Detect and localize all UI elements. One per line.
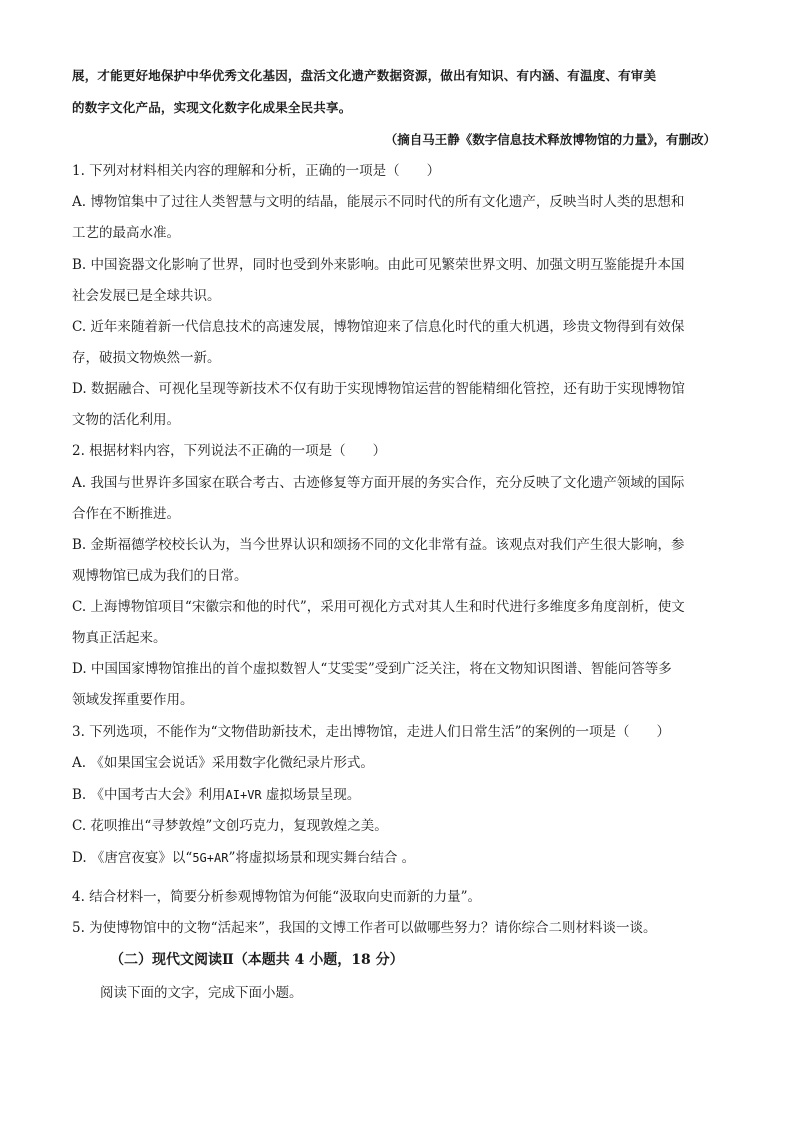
question-2-option-b-cont: 观博物馆已成为我们的日常。 xyxy=(72,568,248,584)
question-1-option-b: B. 中国瓷器文化影响了世界，同时也受到外来影响。由此可见繁荣世界文明、加强文明互鉴能提升本国 xyxy=(72,257,685,273)
question-2-option-a: A. 我国与世界许多国家在联合考古、古迹修复等方面开展的务实合作，充分反映了文化遗产领域的国际 xyxy=(72,475,685,491)
question-2-option-a-cont: 合作在不断推进。 xyxy=(72,506,180,522)
section-intro: 阅读下面的文字，完成下面小题。 xyxy=(100,985,303,1001)
question-2-option-c: C. 上海博物馆项目“宋徽宗和他的时代”，采用可视化方式对其人生和时代进行多维度多角度剖析，使文 xyxy=(72,599,685,615)
question-1-option-c-cont: 存，破损文物焕然一新。 xyxy=(72,350,221,366)
question-3-option-b xyxy=(72,785,722,805)
question-4: 4. 结合材料一，简要分析参观博物馆为何能“汲取向史而新的力量”。 xyxy=(72,889,481,905)
question-5: 5. 为使博物馆中的文物“活起来”，我国的文博工作者可以做哪些努力？请你综合二则材料谈一谈。 xyxy=(72,920,657,936)
question-2-stem: 2. 根据材料内容，下列说法不正确的一项是（ ） xyxy=(72,443,387,459)
question-1-option-a-cont: 工艺的最高水准。 xyxy=(72,225,180,241)
section-title: （二）现代文阅读Ⅱ（本题共 4 小题，18 分） xyxy=(110,952,404,968)
question-3-option-d-pre: D. 《唐宫夜宴》以“ xyxy=(72,850,193,866)
question-3-option-d-tech: 5G+AR xyxy=(192,851,229,865)
question-2-option-b: B. 金斯福德学校校长认为，当今世界认识和颂扬不同的文化非常有益。该观点对我们产生很大影响，参 xyxy=(72,537,685,553)
passage-line-1: 展，才能更好地保护中华优秀文化基因，盘活文化遗产数据资源，做出有知识、有内涵、有温度、有审美 xyxy=(72,68,657,83)
question-1-option-d-cont: 文物的活化利用。 xyxy=(72,412,180,428)
question-2-option-c-cont: 物真正活起来。 xyxy=(72,630,167,646)
question-2-option-d-cont: 领域发挥重要作用。 xyxy=(72,692,194,708)
question-2-option-d: D. 中国国家博物馆推出的首个虚拟数智人“艾雯雯”受到广泛关注，将在文物知识图谱、智能问答等多 xyxy=(72,661,672,677)
question-3-option-c: C. 花呗推出“寻梦敦煌”文创巧克力，复现敦煌之美。 xyxy=(72,818,388,834)
question-3-option-b-post: 虚拟场景呈现。 xyxy=(261,787,361,803)
question-1-option-b-cont: 社会发展已是全球共识。 xyxy=(72,288,221,304)
passage-source: （摘自马王静《数字信息技术释放博物馆的力量》，有删改） xyxy=(384,132,716,147)
question-3-option-d xyxy=(72,848,722,868)
question-3-option-b-pre: B. 《中国考古大会》利用 xyxy=(72,787,226,803)
question-3-option-a: A. 《如果国宝会说话》采用数字化微纪录片形式。 xyxy=(72,755,374,771)
question-3-option-d-post: ”将虚拟场景和现实舞台结合 。 xyxy=(228,850,416,866)
question-1-option-d: D. 数据融合、可视化呈现等新技术不仅有助于实现博物馆运营的智能精细化管控，还有助于实现博物馆 xyxy=(72,381,685,397)
question-1-stem: 1. 下列对材料相关内容的理解和分析，正确的一项是（ ） xyxy=(72,163,441,179)
question-1-option-c: C. 近年来随着新一代信息技术的高速发展，博物馆迎来了信息化时代的重大机遇，珍贵文物得到有效保 xyxy=(72,319,685,335)
question-3-stem: 3. 下列选项，不能作为“文物借助新技术，走出博物馆，走进人们日常生活”的案例的一项是（ ） xyxy=(72,724,670,740)
question-1-option-a: A. 博物馆集中了过往人类智慧与文明的结晶，能展示不同时代的所有文化遗产，反映当时人类的思想和 xyxy=(72,194,685,210)
passage-line-2: 的数字文化产品，实现文化数字化成果全民共享。 xyxy=(72,100,352,115)
question-3-option-b-tech: AI+VR xyxy=(225,788,262,802)
